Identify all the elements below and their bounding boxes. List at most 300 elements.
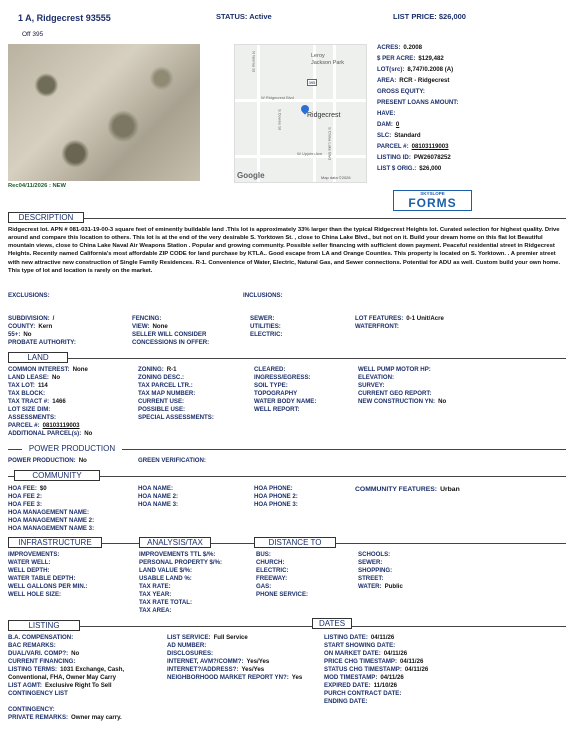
field-label: TAX LOT: [8, 382, 35, 389]
field-label: B.A. COMPENSATION: [8, 634, 74, 641]
park-label: Leroy Jackson Park [311, 53, 345, 67]
field-label: INGRESS/EGRESS: [254, 374, 311, 381]
field-value: $129,482 [418, 55, 444, 62]
field-label: POWER PRODUCTION: [8, 457, 76, 464]
field-row [358, 583, 403, 591]
summary-listing-id [377, 154, 451, 162]
field-row [358, 575, 386, 583]
field-label: ENDING DATE: [324, 698, 368, 705]
field-row [256, 583, 274, 591]
field-label: CONTINGENCY LIST [8, 690, 68, 697]
field-label: GROSS EQUITY: [377, 88, 425, 95]
field-label: STREET: [358, 575, 384, 582]
field-row [139, 599, 195, 607]
field-row [250, 315, 277, 323]
field-label: WELL PUMP MOTOR HP: [358, 366, 431, 373]
field-label: VIEW: [132, 323, 150, 330]
field-row [8, 374, 60, 382]
field-row [8, 390, 48, 398]
field-label: IMPROVEMENTS TTL $/%: [139, 551, 216, 558]
field-row [138, 390, 198, 398]
field-label: DAM: [377, 121, 393, 128]
field-label: FENCING: [132, 315, 162, 322]
field-label: WATER BODY NAME: [254, 398, 317, 405]
field-value: 1031 Exchange, Cash, [60, 666, 125, 673]
summary-parcel [377, 143, 449, 151]
summary-acres [377, 44, 422, 52]
field-label: WELL REPORT: [254, 406, 300, 413]
field-row [8, 583, 90, 591]
field-label: HOA PHONE 3: [254, 501, 298, 508]
summary-area [377, 77, 449, 85]
field-label: BAC REMARKS: [8, 642, 56, 649]
field-row [139, 551, 218, 559]
field-label: HOA NAME 3: [138, 501, 179, 508]
field-label: NEIGHBORHOOD MARKET REPORT YN?: [167, 674, 289, 681]
field-label: ACRES: [377, 44, 401, 51]
field-label: ASSESSMENTS: [8, 414, 57, 421]
location-map[interactable] [234, 44, 367, 183]
field-value: Public [384, 583, 403, 590]
field-label: UTILITIES: [250, 323, 281, 330]
field-label: INTERNET?/ADDRESS?: [167, 666, 239, 673]
field-value: 04/11/26 [400, 658, 424, 665]
field-row [138, 501, 181, 509]
field-label: PURCH CONTRACT DATE: [324, 690, 402, 697]
field-row [167, 650, 216, 658]
skyslope-forms-logo: SKYSLOPE FORMS [393, 190, 472, 211]
field-row [8, 690, 71, 698]
field-row [8, 501, 45, 509]
field-row [358, 374, 397, 382]
field-label: TAX RATE: [139, 583, 171, 590]
field-row [132, 339, 212, 347]
field-row [254, 374, 314, 382]
field-row [324, 650, 407, 658]
field-row [324, 698, 371, 706]
field-label: EXPIRED DATE: [324, 682, 371, 689]
field-row [8, 315, 54, 323]
field-label: INTERNET, AVM?/COMM?: [167, 658, 244, 665]
field-label: SEWER: [250, 315, 275, 322]
field-value: Exclusive Right To Sell [44, 682, 112, 689]
field-label: LIST AGMT: [8, 682, 42, 689]
field-row [358, 567, 395, 575]
field-label: TAX AREA: [139, 607, 172, 614]
field-label: WATER TABLE DEPTH: [8, 575, 76, 582]
field-row [167, 666, 264, 674]
field-row [254, 398, 319, 406]
field-label: DUAL/VARI. COMP?: [8, 650, 69, 657]
field-row [167, 634, 248, 642]
field-row [8, 406, 53, 414]
map-attribution: Map data ©2026 [321, 175, 351, 180]
list-price-value: $26,000 [438, 12, 466, 21]
field-row [324, 682, 397, 690]
field-row [8, 414, 59, 422]
field-value: None [152, 323, 168, 330]
field-label: TAX YEAR: [139, 591, 172, 598]
field-row [138, 374, 187, 382]
field-row [139, 583, 174, 591]
summary-present-loans [377, 99, 461, 107]
field-label: ADDITIONAL PARCEL(s): [8, 430, 82, 437]
field-label: INCLUSIONS: [243, 292, 283, 299]
field-value: 8,747/0.2008 (A) [407, 66, 454, 73]
field-row [139, 567, 195, 575]
field-label: SELLER WILL CONSIDER [132, 331, 207, 338]
field-row [8, 658, 78, 666]
field-row [8, 567, 53, 575]
field-row [167, 674, 302, 682]
summary-slc [377, 132, 421, 140]
street-label-norma: N Norma St [251, 51, 257, 72]
field-row [256, 551, 274, 559]
field-row [8, 525, 97, 533]
status-label: STATUS: [216, 12, 248, 21]
field-row [250, 331, 286, 339]
field-value: Kern [38, 323, 53, 330]
photo-count: Off 395 [22, 31, 44, 38]
field-label: LAND VALUE $/%: [139, 567, 193, 574]
field-row [138, 366, 177, 374]
field-label: TAX TRACT #: [8, 398, 50, 405]
field-row [167, 642, 209, 650]
summary-list-orig [377, 165, 441, 173]
rec-date: Rec04/11/2026 : NEW [8, 183, 67, 189]
field-row [139, 575, 195, 583]
field-label: SHOPPING: [358, 567, 393, 574]
field-row [8, 430, 92, 438]
field-row [324, 690, 404, 698]
field-label: TAX MAP NUMBER: [138, 390, 196, 397]
field-label: SPECIAL ASSESSMENTS: [138, 414, 214, 421]
street-label-upjohn: W Upjohn Ave [297, 151, 323, 156]
field-row [8, 674, 116, 682]
field-label: GAS: [256, 583, 272, 590]
field-label: ON MARKET DATE: [324, 650, 381, 657]
field-row [138, 406, 188, 414]
field-row [8, 517, 97, 525]
field-value: No [84, 430, 93, 437]
field-label: SURVEY: [358, 382, 385, 389]
field-label: GREEN VERIFICATION: [138, 457, 206, 464]
field-row [355, 485, 460, 494]
field-value: 04/11/26 [383, 650, 408, 657]
section-community: COMMUNITY [14, 470, 100, 481]
field-label: CURRENT FINANCING: [8, 658, 76, 665]
summary-lot [377, 66, 453, 74]
field-row [139, 559, 225, 567]
field-label: POSSIBLE USE: [138, 406, 186, 413]
field-label: LOT FEATURES: [355, 315, 404, 322]
field-row [138, 398, 187, 406]
field-row [250, 323, 284, 331]
field-value: 0.2008 [403, 44, 423, 51]
field-row [138, 485, 176, 493]
field-value: Conventional, FHA, Owner May Carry [8, 674, 117, 681]
field-value: Yes/Yes [241, 666, 265, 673]
status [216, 12, 272, 22]
field-value: 11/10/26 [373, 682, 398, 689]
field-row [254, 501, 301, 509]
power-production [8, 457, 87, 465]
field-label: SLC: [377, 132, 392, 139]
field-label: WELL GALLONS PER MIN.: [8, 583, 88, 590]
field-value: No [23, 331, 32, 338]
field-value: Standard [394, 132, 421, 139]
field-label: COMMUNITY FEATURES: [355, 486, 438, 493]
field-row [355, 323, 402, 331]
field-label: PRICE CHG TIMESTAMP: [324, 658, 398, 665]
field-label: PARCEL #: [8, 422, 40, 429]
section-infrastructure: INFRASTRUCTURE [8, 537, 102, 548]
field-label: 55+: [8, 331, 21, 338]
field-label: PERSONAL PROPERTY $/%: [139, 559, 223, 566]
field-label: WELL HOLE SIZE: [8, 591, 62, 598]
field-value: 04/11/26 [404, 666, 429, 673]
field-row [139, 591, 174, 599]
field-row [8, 551, 62, 559]
field-row [8, 493, 45, 501]
section-land: LAND [8, 352, 68, 363]
field-label: ELECTRIC: [256, 567, 289, 574]
field-label: LIST SERVICE: [167, 634, 211, 641]
field-label: CHURCH: [256, 559, 285, 566]
field-row [132, 315, 164, 323]
status-value: Active [249, 12, 272, 21]
field-row [8, 559, 54, 567]
field-row [358, 551, 393, 559]
field-row [256, 575, 290, 583]
field-value: 04/11/26 [370, 634, 395, 641]
field-label: EXCLUSIONS: [8, 292, 50, 299]
field-row [324, 634, 394, 642]
field-label: TAX RATE TOTAL: [139, 599, 193, 606]
field-value: None [72, 366, 88, 373]
section-analysis-tax: ANALYSIS/TAX [139, 537, 211, 548]
field-value: 114 [37, 382, 48, 389]
summary-have [377, 110, 399, 118]
field-value: No [71, 650, 80, 657]
field-row [167, 658, 269, 666]
field-row [254, 390, 300, 398]
summary-dam [377, 121, 399, 129]
field-label: USABLE LAND %: [139, 575, 192, 582]
field-row [358, 559, 385, 567]
field-row [8, 682, 112, 690]
field-label: WATERFRONT: [355, 323, 399, 330]
field-label: LISTING TERMS: [8, 666, 58, 673]
field-value: 0 [395, 121, 400, 128]
field-value: $26,000 [419, 165, 442, 172]
field-value: RCR - Ridgecrest [399, 77, 450, 84]
field-value: 1466 [52, 398, 66, 405]
field-label: ELEVATION: [358, 374, 394, 381]
field-label: PROBATE AUTHORITY: [8, 339, 76, 346]
field-value: PW26078252 [413, 154, 451, 161]
field-label: HOA PHONE 2: [254, 493, 298, 500]
field-row [324, 658, 423, 666]
field-label: SCHOOLS: [358, 551, 391, 558]
field-label: START SHOWING DATE: [324, 642, 396, 649]
city-label: Ridgecrest [307, 112, 341, 119]
field-label: ZONING DESC.: [138, 374, 185, 381]
field-value: R-1 [166, 366, 177, 373]
field-row [358, 366, 434, 374]
field-label: CURRENT GEO REPORT: [358, 390, 432, 397]
field-label: WATER WELL: [8, 559, 51, 566]
field-label: HAVE: [377, 110, 396, 117]
listing-address: 1 A, Ridgecrest 93555 [18, 13, 111, 23]
field-row [8, 422, 80, 430]
field-label: LOT SIZE DIM: [8, 406, 51, 413]
field-row [8, 591, 64, 599]
field-label: LOT(src): [377, 66, 405, 73]
field-label: HOA MANAGEMENT NAME 3: [8, 525, 95, 532]
field-label: PHONE SERVICE: [256, 591, 309, 598]
list-price [393, 12, 466, 22]
field-label: LISTING DATE: [324, 634, 368, 641]
field-value: / [52, 315, 55, 322]
field-row [254, 493, 301, 501]
field-label: ZONING: [138, 366, 164, 373]
field-value: No [51, 374, 61, 381]
field-row [254, 366, 288, 374]
street-label-ridgecrest: W Ridgecrest Blvd [261, 95, 294, 100]
field-label: TAX BLOCK: [8, 390, 46, 397]
street-label-china-lake: S China Lake Blvd [327, 127, 333, 160]
list-price-label: LIST PRICE: [393, 12, 437, 21]
field-label: HOA FEE 3: [8, 501, 42, 508]
field-row [254, 485, 296, 493]
field-label: DISCLOSURES: [167, 650, 214, 657]
field-row [358, 390, 434, 398]
field-label: CLEARED: [254, 366, 286, 373]
field-row [8, 575, 78, 583]
field-row [324, 674, 404, 682]
field-label: WELL DEPTH: [8, 567, 50, 574]
field-row [139, 607, 175, 615]
field-label: HOA NAME 2: [138, 493, 179, 500]
field-row [256, 591, 311, 599]
field-row [132, 331, 209, 339]
field-label: IMPROVEMENTS: [8, 551, 60, 558]
field-label: AREA: [377, 77, 397, 84]
field-row [8, 485, 47, 493]
private-remarks [8, 714, 122, 722]
description-text: Ridgecrest lot. APN # 081-031-19-00-3 square feet of eminently buildable land .This lot is approximately 33% larger than the typical Ridgecrest Heights lot. Curated selection for highest quality. Drive around and compare this location to others. This lot is at the end of the very desirable S. Yorktown St. , close to China Lake Blvd., but not on it. Build your dream home on this flat lot Beautiful mountain views, close to China Lake Naval Air Weapons Station . Popular and growing community. Possible seller financing with sufficient down payment. Peaceful residential street in Ridgecrest Heights. Recently named California's most affordable ZIP CODE for land purchase by KTLA.. Good escape from LA and Orange Counties. This property is located on S. Yorktown. . A premier street with new attractive new construction of Single Family Residences. R-1. Convenience of Water, Electric, Natural Gas, and Sewer connections. Potential for ADU as well. Custom build your own home. This type of lot and location is rarely on the market. [8, 227, 561, 274]
field-label: HOA FEE: [8, 485, 37, 492]
field-label: HOA MANAGEMENT NAME 2: [8, 517, 95, 524]
property-photo[interactable] [8, 44, 200, 181]
exclusions [8, 292, 50, 300]
field-label: COUNTY: [8, 323, 36, 330]
field-label: AD NUMBER: [167, 642, 207, 649]
field-value: 0-1 Unit/Acre [406, 315, 444, 322]
field-value[interactable]: 08103119003 [42, 422, 80, 429]
field-label: CURRENT USE: [138, 398, 185, 405]
field-row [324, 666, 428, 674]
field-row [8, 650, 79, 658]
field-value: $0 [39, 485, 47, 492]
field-label: HOA FEE 2: [8, 493, 42, 500]
field-label: $ PER ACRE: [377, 55, 416, 62]
field-label: STATUS CHG TIMESTAMP: [324, 666, 402, 673]
field-row [355, 315, 444, 323]
field-value: Owner may carry. [71, 714, 122, 721]
field-label: SOIL TYPE: [254, 382, 288, 389]
field-label: HOA MANAGEMENT NAME: [8, 509, 90, 516]
section-listing: LISTING [8, 620, 80, 631]
field-value[interactable]: 08103119003 [411, 143, 449, 150]
field-label: PARCEL #: [377, 143, 409, 150]
field-label: HOA NAME: [138, 485, 173, 492]
field-row [256, 559, 287, 567]
field-row [132, 323, 168, 331]
street-label-downs: S Downs St [277, 109, 283, 130]
field-label: WATER: [358, 583, 382, 590]
field-value: No [78, 457, 87, 464]
section-power: POWER PRODUCTION [22, 444, 122, 455]
field-row [8, 634, 76, 642]
highway-shield: 395 [308, 80, 316, 85]
google-logo: Google [237, 171, 265, 180]
field-row [8, 339, 79, 347]
contingency [8, 706, 58, 714]
field-row [138, 493, 181, 501]
field-label: BUS: [256, 551, 271, 558]
field-label: CONCESSIONS IN OFFER: [132, 339, 210, 346]
field-label: SUBDIVISION: [8, 315, 50, 322]
field-label: PRESENT LOANS AMOUNT: [377, 99, 459, 106]
field-value: No [438, 398, 447, 405]
field-label: LAND LEASE: [8, 374, 49, 381]
field-row [358, 382, 388, 390]
field-row [8, 642, 59, 650]
field-label: PRIVATE REMARKS: [8, 714, 69, 721]
section-dates: DATES [312, 618, 352, 629]
field-label: LISTING ID: [377, 154, 411, 161]
field-label: HOA PHONE: [254, 485, 293, 492]
field-row [8, 509, 92, 517]
section-description: DESCRIPTION [8, 212, 84, 223]
green-verification [138, 457, 209, 465]
field-row [256, 567, 292, 575]
field-row [8, 666, 124, 674]
field-label: FREEWAY: [256, 575, 288, 582]
field-row [8, 331, 32, 339]
field-row [8, 382, 48, 390]
field-row [8, 323, 52, 331]
field-label: CONTINGENCY: [8, 706, 55, 713]
field-label: TAX PARCEL LTR.: [138, 382, 193, 389]
field-label: COMMON INTEREST: [8, 366, 70, 373]
field-row [254, 382, 291, 390]
field-row [324, 642, 398, 650]
field-row [254, 406, 303, 414]
field-value: Yes [291, 674, 303, 681]
field-label: LIST $ ORIG.: [377, 165, 417, 172]
field-value: Yes/Yes [246, 658, 270, 665]
field-row [138, 414, 217, 422]
field-label: TOPOGRAPHY [254, 390, 298, 397]
summary-per-acre [377, 55, 444, 63]
field-label: MOD TIMESTAMP: [324, 674, 378, 681]
summary-gross-equity [377, 88, 428, 96]
field-value: Urban [440, 486, 460, 493]
field-label: SEWER: [358, 559, 383, 566]
